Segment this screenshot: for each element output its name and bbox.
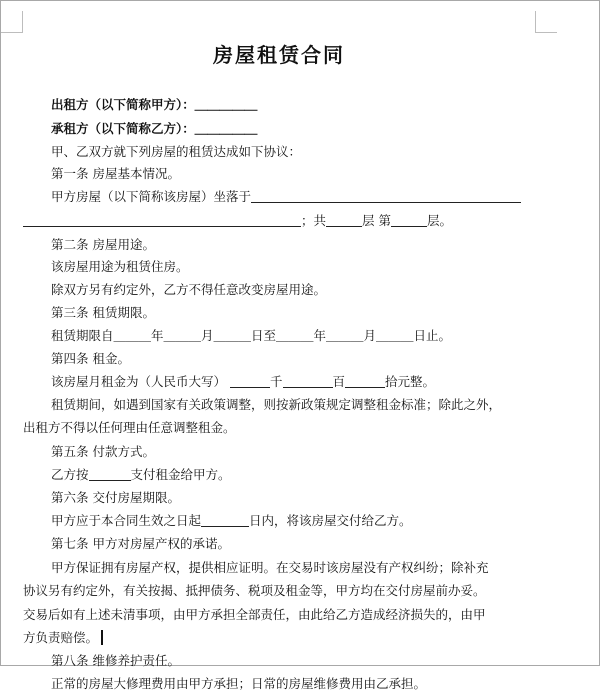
- margin-corner-mark-top-left: [1, 11, 23, 33]
- article-7-line-1: 甲方保证拥有房屋产权，提供相应证明。在交易时该房屋没有产权纠纷；除补充: [51, 560, 489, 575]
- article-8-line-1: 正常的房屋大修理费用由甲方承担；日常的房屋维修费用由乙承担。: [51, 676, 427, 691]
- article-6-heading: 第六条 交付房屋期限。: [51, 490, 180, 505]
- rent-ten-blank[interactable]: [345, 374, 385, 388]
- payment-method-blank[interactable]: [89, 467, 131, 481]
- lessee-label: 承租方（以下简称乙方）：: [51, 121, 195, 136]
- lessor-label: 出租方（以下简称甲方）：: [51, 97, 195, 112]
- lessee-blank[interactable]: ＿＿＿＿＿: [194, 121, 258, 136]
- text-cursor: [101, 630, 103, 645]
- article-2-heading: 第二条 房屋用途。: [51, 237, 155, 252]
- rent-hundred-label: 百: [332, 374, 346, 389]
- location-prefix: 甲方房屋（以下简称该房屋）坐落于: [51, 189, 252, 204]
- delivery-suffix: 日内，将该房屋交付给乙方。: [249, 513, 412, 528]
- payment-suffix: 支付租金给甲方。: [130, 467, 231, 482]
- article-1-floor-line: [23, 213, 452, 229]
- article-4-paragraph-line-2: 出租方不得以任何理由任意调整租金。: [23, 420, 236, 435]
- rent-hundred-blank[interactable]: [283, 374, 333, 388]
- intro-text: 甲、乙双方就下列房屋的租赁达成如下协议：: [51, 144, 302, 159]
- article-3-heading: 第三条 租赁期限。: [51, 305, 155, 320]
- lessor-line: [51, 97, 257, 113]
- delivery-prefix: 甲方应于本合同生效之日起: [51, 513, 202, 528]
- floor-number-blank[interactable]: [391, 213, 427, 227]
- article-7-line-2: 协议另有约定外，有关按揭、抵押债务、税项及租金等，甲方均在交付房屋前办妥。: [23, 583, 486, 598]
- article-5-heading: 第五条 付款方式。: [51, 444, 155, 459]
- article-4-rent-line: [51, 374, 435, 390]
- rent-prefix: 该房屋月租金为（人民币大写）: [51, 374, 227, 389]
- document-title: 房屋租赁合同: [213, 43, 345, 67]
- total-floors-label: ；共: [301, 213, 327, 228]
- article-1-heading: 第一条 房屋基本情况。: [51, 166, 180, 181]
- article-1-location-line: [51, 189, 521, 205]
- floor-end: 层。: [427, 213, 453, 228]
- article-3-text: 租赁期限自＿＿＿年＿＿＿月＿＿＿日至＿＿＿年＿＿＿月＿＿＿日止。: [51, 328, 452, 343]
- payment-prefix: 乙方按: [51, 467, 89, 482]
- rent-end: 拾元整。: [385, 374, 436, 389]
- rent-thousand-blank[interactable]: [230, 374, 270, 388]
- article-6-text: [51, 513, 412, 529]
- article-7-line-4: [23, 630, 103, 646]
- lessee-line: [51, 121, 257, 137]
- article-7-heading: 第七条 甲方对房屋产权的承诺。: [51, 536, 230, 551]
- rent-thousand-label: 千: [270, 374, 283, 389]
- article-2-text-1: 该房屋用途为租赁住房。: [51, 259, 189, 274]
- floor-label: 层 第: [362, 213, 391, 228]
- article-4-heading: 第四条 租金。: [51, 351, 130, 366]
- lessor-blank[interactable]: ＿＿＿＿＿: [194, 97, 258, 112]
- article-7-line-3: 交易后如有上述未清事项，由甲方承担全部责任，由此给乙方造成经济损失的，由甲: [23, 607, 486, 622]
- article-5-text: [51, 467, 231, 483]
- total-floors-blank[interactable]: [326, 213, 362, 227]
- article-4-paragraph-line-1: 租赁期间，如遇到国家有关政策调整，则按新政策规定调整租金标准；除此之外，: [51, 397, 502, 412]
- article-7-line-4-text: 方负责赔偿。: [23, 630, 99, 645]
- margin-corner-mark-top-right: [535, 11, 557, 33]
- article-8-heading: 第八条 维修养护责任。: [51, 653, 180, 668]
- location-blank-continued[interactable]: [23, 213, 301, 227]
- delivery-days-blank[interactable]: [201, 513, 249, 527]
- article-2-text-2: 除双方另有约定外，乙方不得任意改变房屋用途。: [51, 282, 327, 297]
- location-blank[interactable]: [251, 189, 521, 203]
